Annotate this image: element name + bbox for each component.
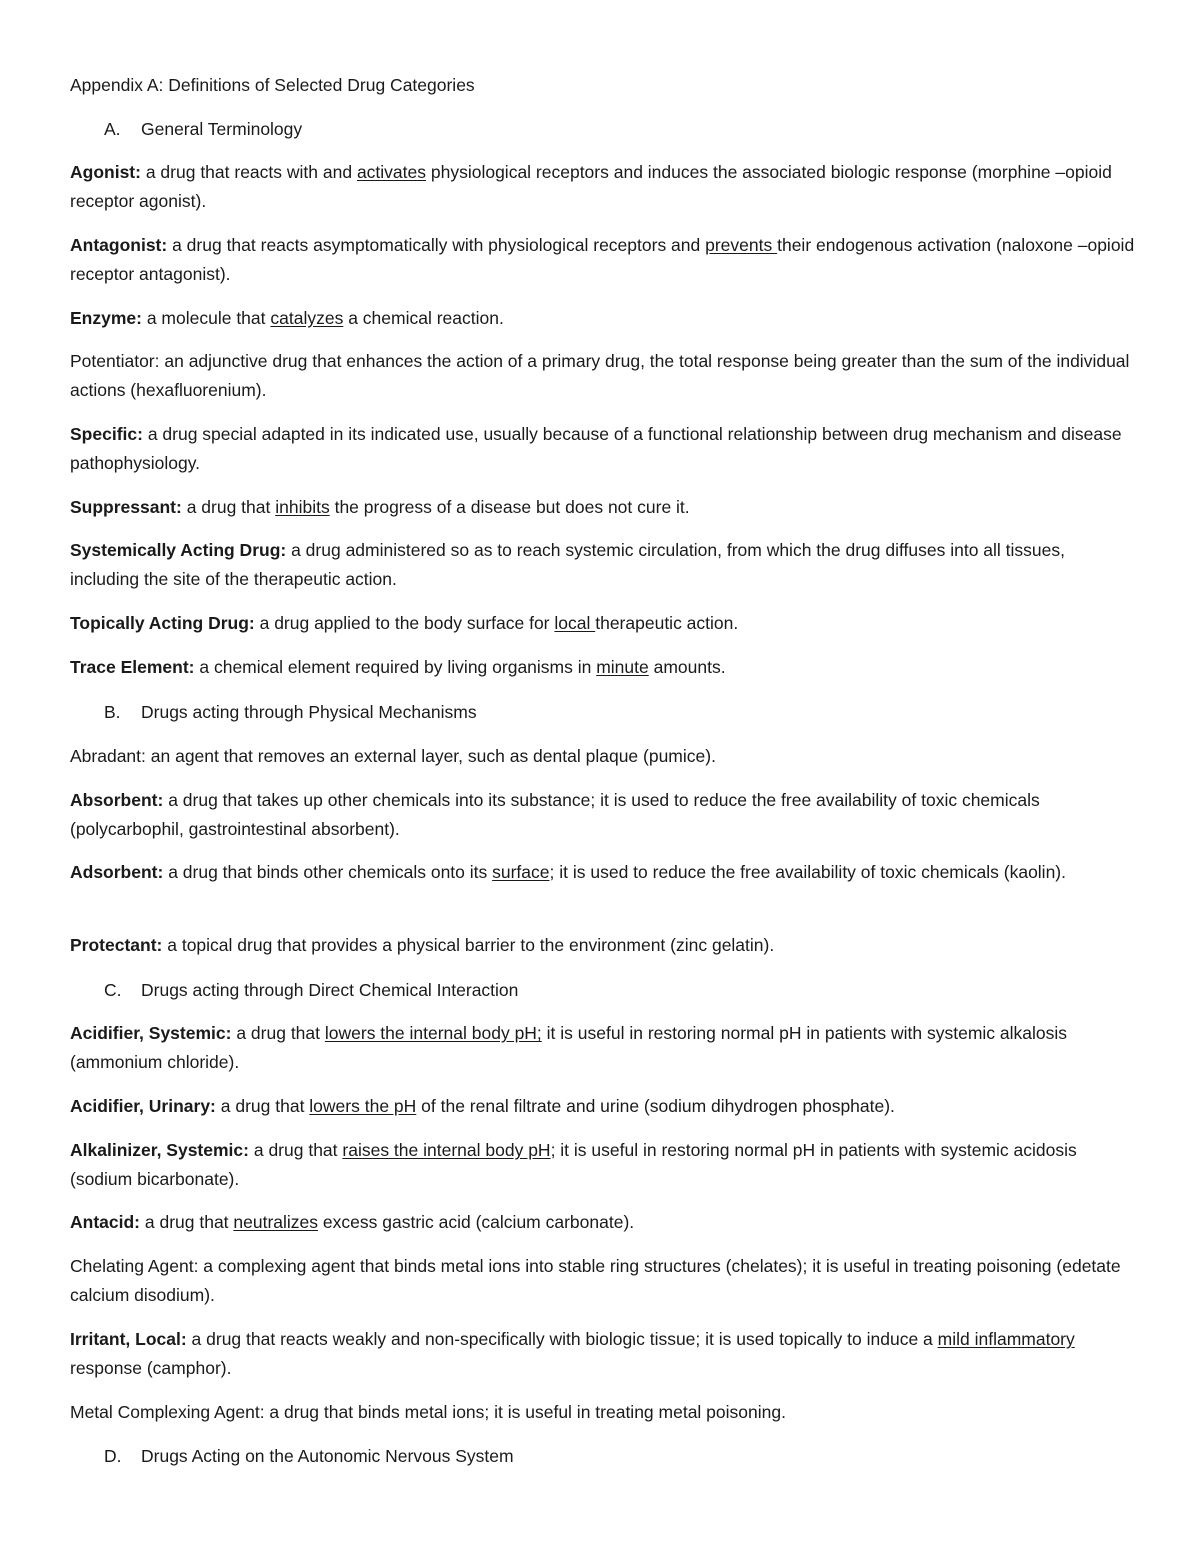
definition-text: a drug that takes up other chemicals into its substance; it is used to reduce the free availability of toxic chemicals (polycarbophil, gastrointestinal absorbent). [70, 790, 1040, 839]
definition-entry [70, 1325, 1135, 1383]
definition-entry [70, 1398, 1135, 1427]
underlined-keyword: local [554, 613, 596, 633]
definition-entry [70, 304, 1135, 333]
definition-term: Suppressant: [70, 497, 182, 517]
definition-term: Acidifier, Systemic: [70, 1023, 232, 1043]
definition-text: excess gastric acid (calcium carbonate). [318, 1212, 635, 1232]
section-heading-a: A. General Terminology [104, 119, 303, 139]
definition-term: Trace Element: [70, 657, 195, 677]
definition-text: a drug that [248, 1140, 343, 1160]
definition-entry [70, 742, 1135, 771]
underlined-keyword: lowers the pH [309, 1096, 417, 1116]
definition-text: a drug special adapted in its indicated use, usually because of a functional relationship between drug mechanism and disease pathophysiology. [70, 424, 1122, 473]
definition-text: an agent that removes an external layer, such as dental plaque (pumice). [145, 746, 716, 766]
definition-text: a molecule that [141, 308, 271, 328]
definition-entry [70, 609, 1135, 638]
definition-text: of the renal filtrate and urine (sodium dihydrogen phosphate). [416, 1096, 895, 1116]
definition-text: a drug administered so as to reach systemic circulation, from which the drug diffuses into all tissues, including the site of the therapeutic action. [70, 540, 1066, 589]
definition-entry [70, 1208, 1135, 1237]
definition-term: Protectant: [70, 935, 163, 955]
page-title: Appendix A: Definitions of Selected Drug Categories [70, 75, 475, 95]
definition-text: a drug applied to the body surface for [254, 613, 555, 633]
section-heading-d: D. Drugs Acting on the Autonomic Nervous System [104, 1446, 514, 1466]
underlined-keyword: catalyzes [270, 308, 344, 328]
definition-text: their endogenous activation (naloxone –opioid receptor antagonist). [70, 235, 1135, 284]
definition-text: a drug that binds metal ions; it is useful in treating metal poisoning. [264, 1402, 786, 1422]
definition-text: a drug that reacts weakly and non-specifically with biologic tissue; it is used topically to induce a [186, 1329, 938, 1349]
underlined-keyword: minute [596, 657, 649, 677]
definition-text: the progress of a disease but does not cure it. [329, 497, 690, 517]
definition-text: an adjunctive drug that enhances the action of a primary drug, the total response being greater than the sum of the individual actions (hexafluorenium). [70, 351, 1130, 400]
definition-entry [70, 1252, 1135, 1310]
definition-entry [70, 1092, 1135, 1121]
definition-entry [70, 653, 1135, 682]
definition-term: Metal Complexing Agent: [70, 1402, 265, 1422]
definition-text: amounts. [648, 657, 726, 677]
definition-term: Enzyme: [70, 308, 142, 328]
definition-entry [70, 231, 1135, 289]
underlined-keyword: activates [356, 162, 426, 182]
definition-entry [70, 1136, 1135, 1194]
section-heading-b: B. Drugs acting through Physical Mechanisms [104, 702, 477, 722]
underlined-keyword: prevents [705, 235, 778, 255]
definition-entry [70, 1019, 1135, 1077]
definition-entry [70, 493, 1135, 522]
underlined-keyword: mild inflammatory [937, 1329, 1075, 1349]
definition-text: it is useful in restoring normal pH in patients with systemic alkalosis (ammonium chloride). [70, 1023, 1068, 1072]
section-heading-c: C. Drugs acting through Direct Chemical Interaction [104, 980, 519, 1000]
definition-text: a drug that reacts with and [140, 162, 357, 182]
underlined-keyword: lowers the internal body pH; [324, 1023, 542, 1043]
definition-entry [70, 786, 1135, 844]
definition-term: Abradant: [70, 746, 146, 766]
definition-text: a chemical element required by living organisms in [194, 657, 597, 677]
definition-text: a complexing agent that binds metal ions into stable ring structures (chelates); it is useful in treating poisoning (edetate calcium disodium). [70, 1256, 1121, 1305]
definition-text: a topical drug that provides a physical barrier to the environment (zinc gelatin). [162, 935, 775, 955]
definition-term: Absorbent: [70, 790, 164, 810]
definition-text: ; it is used to reduce the free availability of toxic chemicals (kaolin). [549, 862, 1066, 882]
definition-term: Adsorbent: [70, 862, 164, 882]
definition-term: Alkalinizer, Systemic: [70, 1140, 249, 1160]
definition-text: a drug that [181, 497, 276, 517]
definition-text: a drug that reacts asymptomatically with physiological receptors and [167, 235, 706, 255]
definition-text: therapeutic action. [595, 613, 739, 633]
definition-entry [70, 931, 1135, 960]
definition-text: a drug that binds other chemicals onto its [163, 862, 493, 882]
definition-term: Antagonist: [70, 235, 168, 255]
definition-term: Chelating Agent: [70, 1256, 199, 1276]
definition-entry [70, 536, 1135, 594]
underlined-keyword: neutralizes [233, 1212, 319, 1232]
definition-term: Agonist: [70, 162, 141, 182]
definition-text: response (camphor). [70, 1358, 232, 1378]
definition-text: a drug that [215, 1096, 310, 1116]
definition-text: ; it is useful in restoring normal pH in patients with systemic acidosis (sodium bicarbonate). [70, 1140, 1077, 1189]
definition-text: a drug that [231, 1023, 325, 1043]
definition-entry [70, 420, 1135, 478]
definition-text: a drug that [140, 1212, 234, 1232]
definition-term: Acidifier, Urinary: [70, 1096, 216, 1116]
definition-term: Antacid: [70, 1212, 140, 1232]
definition-term: Irritant, Local: [70, 1329, 187, 1349]
definition-entry [70, 858, 1135, 887]
definition-term: Systemically Acting Drug: [70, 540, 287, 560]
underlined-keyword: inhibits [275, 497, 330, 517]
underlined-keyword: raises the internal body pH [342, 1140, 551, 1160]
definition-term: Potentiator: [70, 351, 160, 371]
definition-text: physiological receptors and induces the associated biologic response (morphine –opioid receptor agonist). [70, 162, 1112, 211]
definition-entry [70, 158, 1135, 216]
definition-term: Topically Acting Drug: [70, 613, 255, 633]
underlined-keyword: surface [492, 862, 550, 882]
definition-term: Specific: [70, 424, 143, 444]
definition-entry [70, 347, 1135, 405]
definition-text: a chemical reaction. [343, 308, 504, 328]
